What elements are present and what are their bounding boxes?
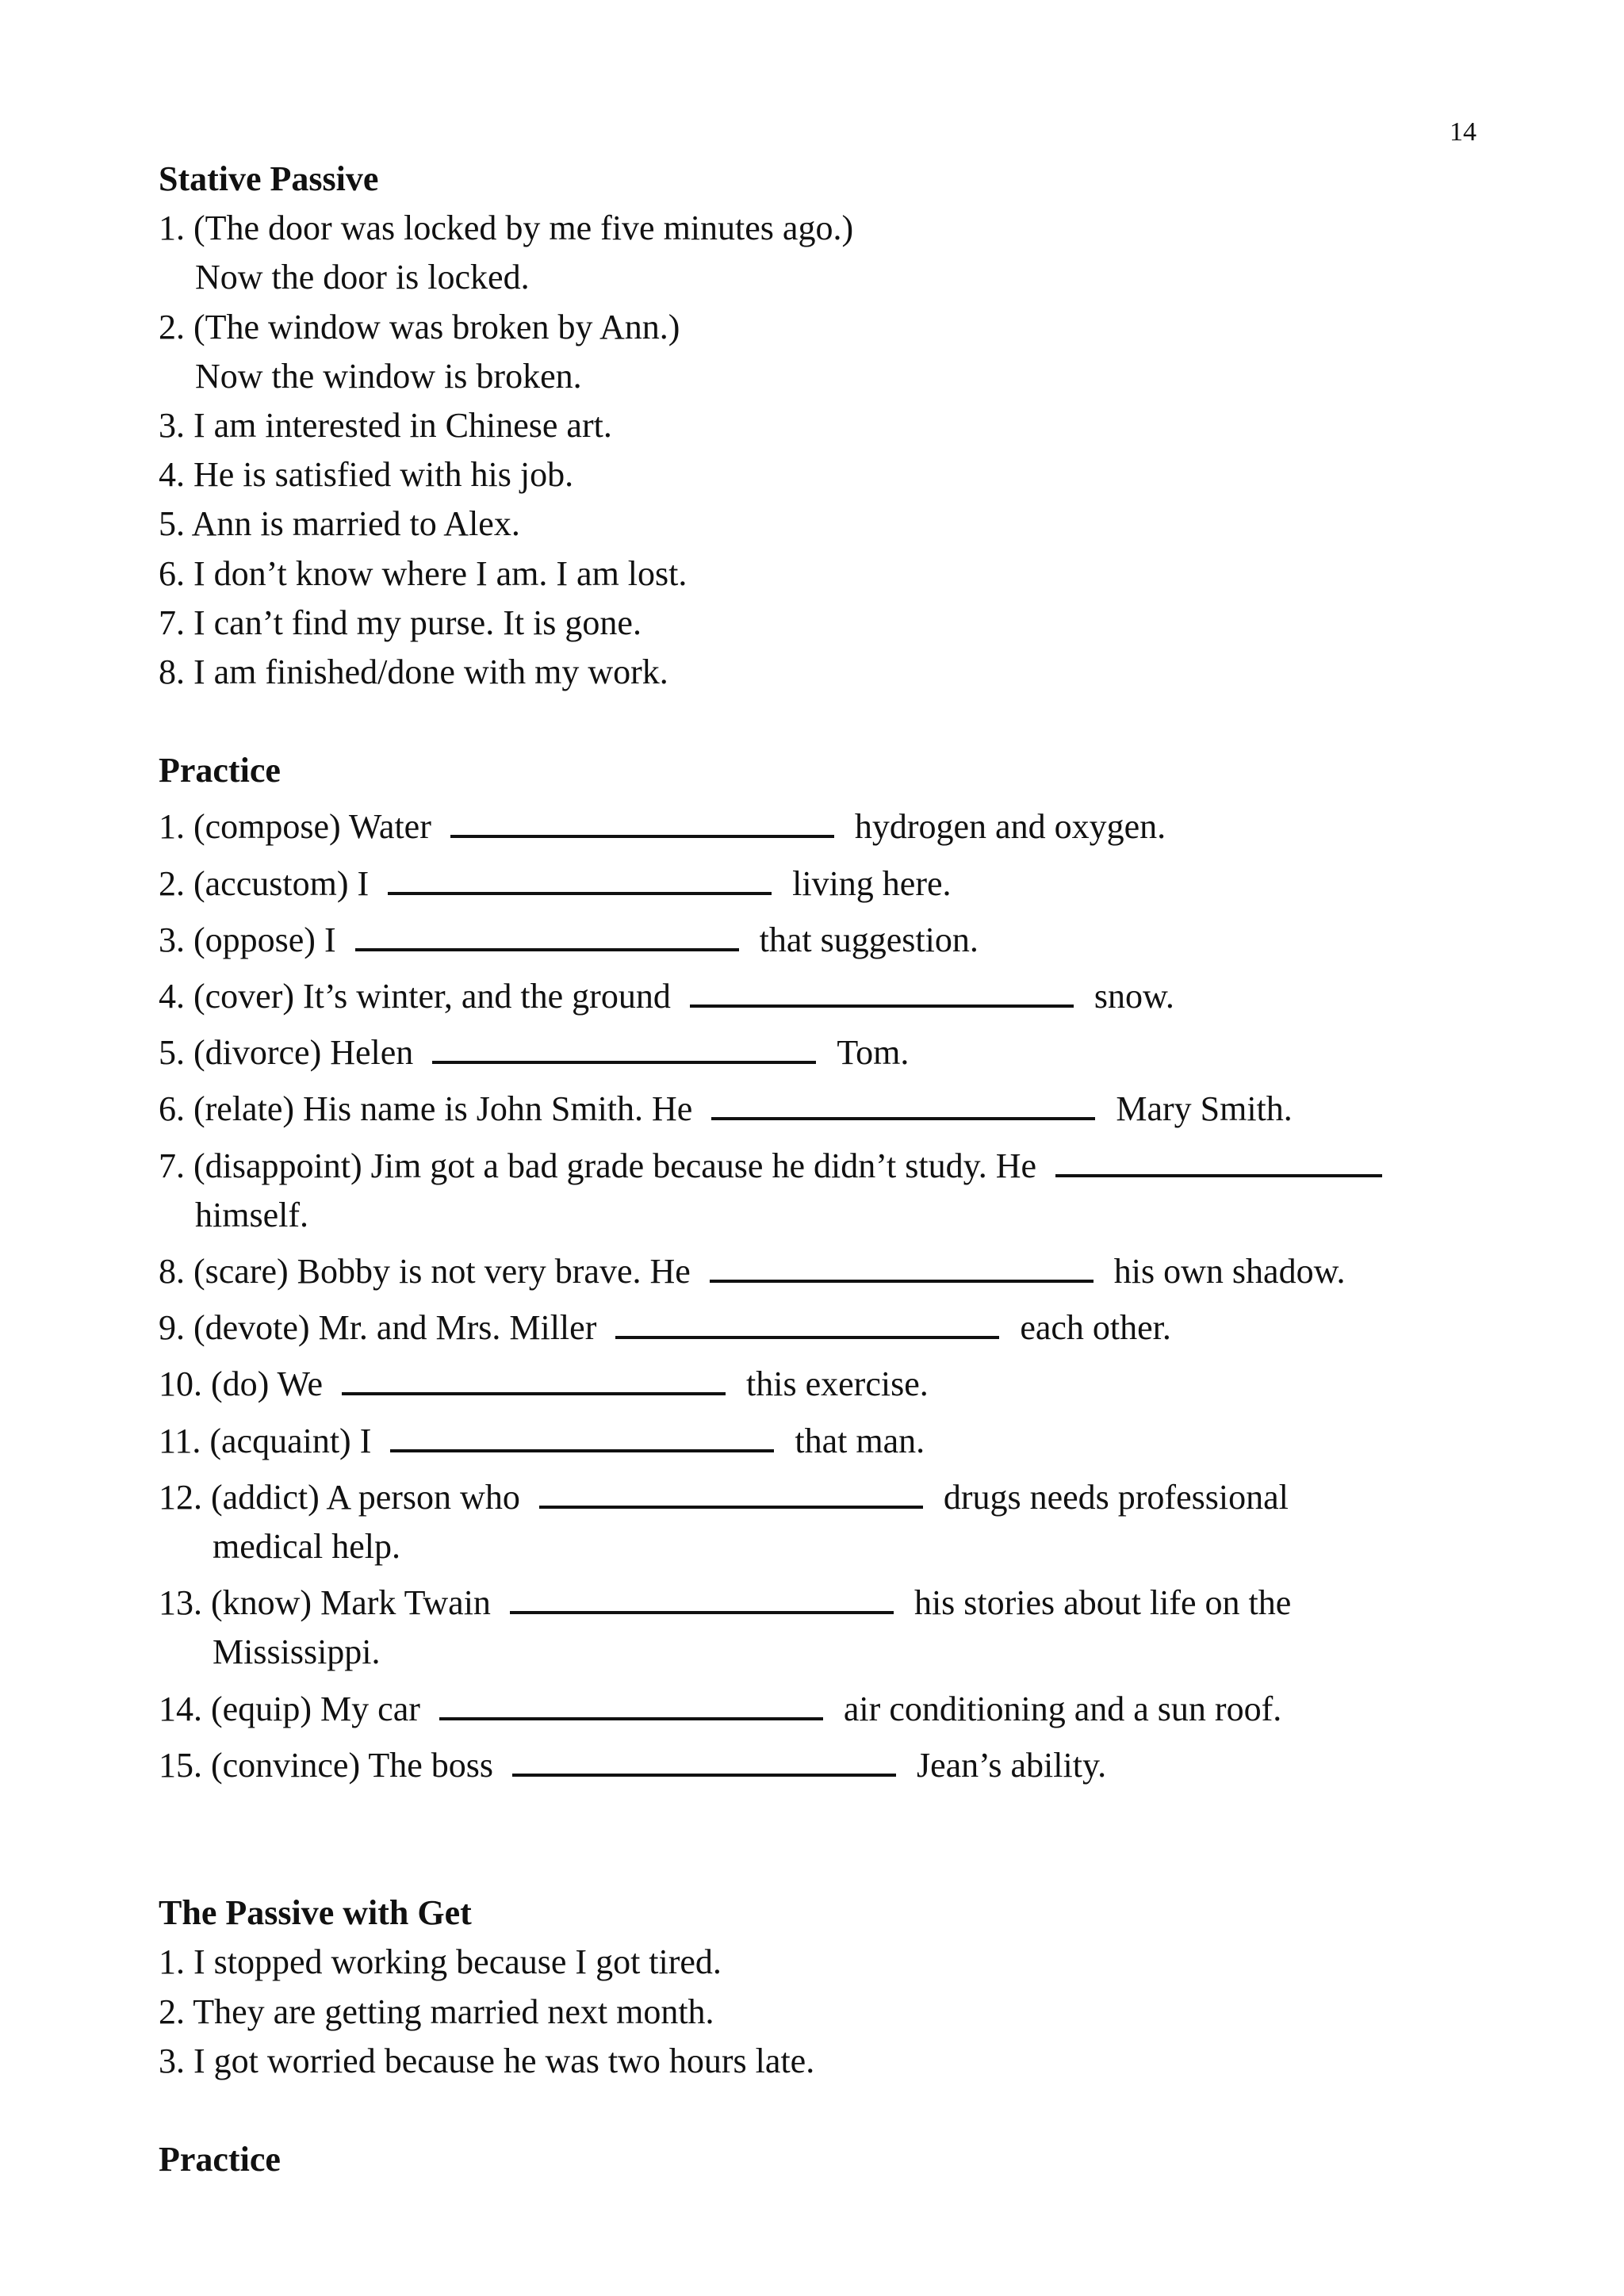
practice-item bbox=[159, 1353, 1491, 1409]
example-line: 6. I don’t know where I am. I am lost. bbox=[159, 553, 688, 593]
answer-blank[interactable] bbox=[711, 1077, 1095, 1120]
example-line: 1. I stopped working because I got tired. bbox=[159, 1942, 722, 1982]
example-line: 5. Ann is married to Alex. bbox=[159, 504, 520, 544]
practice-prompt-end: this exercise. bbox=[746, 1364, 929, 1404]
practice-item bbox=[159, 1571, 1491, 1628]
practice-item bbox=[159, 965, 1491, 1021]
practice-item-continuation: himself. bbox=[195, 1195, 308, 1234]
practice-item bbox=[159, 795, 1491, 851]
practice-item bbox=[159, 1296, 1491, 1353]
spacer bbox=[159, 2086, 1491, 2135]
answer-blank[interactable] bbox=[510, 1571, 894, 1614]
answer-blank[interactable] bbox=[439, 1678, 823, 1720]
practice-item-continuation: medical help. bbox=[213, 1527, 401, 1567]
answer-blank[interactable] bbox=[342, 1353, 726, 1395]
practice-prompt: 7. (disappoint) Jim got a bad grade because he didn’t study. He bbox=[159, 1146, 1037, 1185]
practice-prompt-end: snow. bbox=[1094, 977, 1174, 1016]
practice-prompt-end: his own shadow. bbox=[1113, 1252, 1346, 1292]
section-heading-practice: Practice bbox=[159, 751, 281, 790]
document-body bbox=[159, 155, 1491, 2184]
spacer bbox=[159, 697, 1491, 746]
section-heading-practice: Practice bbox=[159, 2139, 281, 2179]
practice-item bbox=[159, 1678, 1491, 1734]
practice-item-continuation: Mississippi. bbox=[213, 1632, 381, 1672]
example-line: 3. I got worried because he was two hours late. bbox=[159, 2041, 815, 2080]
practice-prompt-end: air conditioning and a sun roof. bbox=[843, 1689, 1282, 1728]
practice-prompt: 2. (accustom) I bbox=[159, 863, 370, 903]
example-line: Now the door is locked. bbox=[195, 258, 530, 297]
practice-item bbox=[159, 1410, 1491, 1466]
practice-prompt: 3. (oppose) I bbox=[159, 920, 336, 959]
practice-prompt: 11. (acquaint) I bbox=[159, 1421, 372, 1460]
practice-prompt: 8. (scare) Bobby is not very brave. He bbox=[159, 1252, 691, 1292]
answer-blank[interactable] bbox=[390, 1410, 774, 1452]
practice-prompt: 9. (devote) Mr. and Mrs. Miller bbox=[159, 1308, 597, 1348]
example-line: 2. (The window was broken by Ann.) bbox=[159, 307, 680, 346]
answer-blank[interactable] bbox=[539, 1466, 923, 1509]
practice-prompt-end: his stories about life on the bbox=[914, 1583, 1292, 1623]
section-heading-stative-passive: Stative Passive bbox=[159, 159, 379, 198]
practice-prompt: 5. (divorce) Helen bbox=[159, 1033, 414, 1073]
practice-item bbox=[159, 1734, 1491, 1790]
practice-prompt-end: Mary Smith. bbox=[1116, 1089, 1293, 1129]
practice-item bbox=[159, 1466, 1491, 1522]
example-line: 2. They are getting married next month. bbox=[159, 1992, 714, 2031]
answer-blank[interactable] bbox=[432, 1021, 816, 1064]
practice-item bbox=[159, 1077, 1491, 1134]
practice-prompt: 4. (cover) It’s winter, and the ground bbox=[159, 977, 671, 1016]
example-line: 8. I am finished/done with my work. bbox=[159, 652, 668, 692]
practice-prompt: 6. (relate) His name is John Smith. He bbox=[159, 1089, 693, 1129]
practice-prompt: 1. (compose) Water bbox=[159, 807, 431, 847]
practice-prompt-end: Tom. bbox=[837, 1033, 910, 1073]
practice-prompt-end: living here. bbox=[792, 863, 952, 903]
practice-item bbox=[159, 1135, 1491, 1191]
practice-prompt-end: drugs needs professional bbox=[943, 1477, 1289, 1517]
practice-prompt-end: that man. bbox=[795, 1421, 925, 1460]
answer-blank[interactable] bbox=[690, 965, 1074, 1008]
example-line: 1. (The door was locked by me five minutes ago.) bbox=[159, 209, 854, 248]
spacer bbox=[159, 1790, 1491, 1888]
practice-prompt-end: each other. bbox=[1020, 1308, 1171, 1348]
practice-prompt: 13. (know) Mark Twain bbox=[159, 1583, 491, 1623]
section-heading-passive-with-get: The Passive with Get bbox=[159, 1893, 472, 1933]
practice-prompt-end: that suggestion. bbox=[759, 920, 979, 959]
answer-blank[interactable] bbox=[615, 1296, 999, 1339]
practice-prompt: 12. (addict) A person who bbox=[159, 1477, 520, 1517]
practice-item bbox=[159, 1021, 1491, 1077]
answer-blank[interactable] bbox=[355, 909, 739, 951]
answer-blank[interactable] bbox=[388, 852, 772, 895]
practice-item bbox=[159, 852, 1491, 909]
example-line: Now the window is broken. bbox=[195, 356, 582, 396]
practice-item bbox=[159, 909, 1491, 965]
practice-prompt: 14. (equip) My car bbox=[159, 1689, 420, 1728]
answer-blank[interactable] bbox=[512, 1734, 896, 1777]
answer-blank[interactable] bbox=[1055, 1135, 1382, 1177]
practice-item bbox=[159, 1240, 1491, 1296]
example-line: 4. He is satisfied with his job. bbox=[159, 455, 574, 495]
page-number: 14 bbox=[1450, 117, 1477, 147]
answer-blank[interactable] bbox=[450, 795, 834, 838]
example-line: 3. I am interested in Chinese art. bbox=[159, 406, 612, 446]
practice-prompt-end: Jean’s ability. bbox=[916, 1745, 1107, 1785]
answer-blank[interactable] bbox=[710, 1240, 1094, 1283]
practice-prompt-end: hydrogen and oxygen. bbox=[854, 807, 1166, 847]
practice-prompt: 15. (convince) The boss bbox=[159, 1745, 493, 1785]
example-line: 7. I can’t find my purse. It is gone. bbox=[159, 603, 642, 642]
practice-prompt: 10. (do) We bbox=[159, 1364, 324, 1404]
